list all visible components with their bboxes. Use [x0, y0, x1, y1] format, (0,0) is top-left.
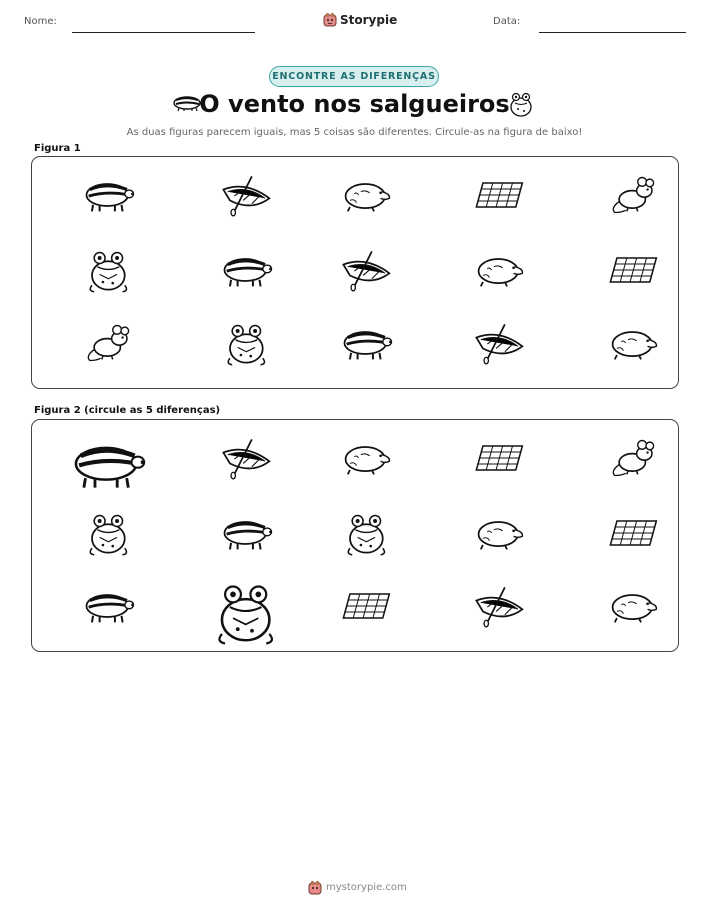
date-field[interactable] — [539, 32, 686, 33]
figure-1-label: Figura 1 — [34, 143, 81, 154]
mouse-icon — [606, 171, 661, 219]
footer-url: mystorypie.com — [326, 882, 407, 893]
rowboat-icon — [339, 246, 394, 294]
mole-icon — [606, 319, 661, 367]
toad-icon[interactable] — [81, 509, 136, 557]
badger-icon[interactable] — [68, 429, 147, 499]
rowboat-icon[interactable] — [219, 434, 274, 482]
mouse-icon[interactable] — [606, 434, 661, 482]
storypie-logo-icon — [308, 880, 322, 895]
picnic-blanket-icon[interactable] — [472, 434, 527, 482]
badger-icon[interactable] — [81, 582, 136, 630]
toad-icon[interactable] — [339, 509, 394, 557]
storypie-logo-icon — [323, 12, 337, 27]
badger-icon — [339, 319, 394, 367]
toad-icon[interactable] — [206, 577, 285, 647]
badger-icon — [81, 171, 136, 219]
brand-name: Storypie — [340, 12, 398, 27]
rowboat-icon — [472, 319, 527, 367]
name-label: Nome: — [24, 16, 57, 27]
mole-icon[interactable] — [606, 582, 661, 630]
rowboat-icon — [219, 171, 274, 219]
date-label: Data: — [493, 16, 521, 27]
find-differences-badge: ENCONTRE AS DIFERENÇAS — [269, 66, 439, 87]
badger-icon — [219, 246, 274, 294]
toad-icon — [81, 246, 136, 294]
picnic-blanket-icon — [472, 171, 527, 219]
figure-2-label: Figura 2 (circule as 5 diferenças) — [34, 405, 221, 416]
instructions-text: As duas figuras parecem iguais, mas 5 coisas são diferentes. Circule-as na figura de baixo! — [126, 127, 583, 138]
rowboat-icon[interactable] — [472, 582, 527, 630]
page-title: O vento nos salgueiros — [199, 90, 510, 118]
mouse-icon — [81, 319, 136, 367]
brand-logo — [323, 12, 397, 27]
picnic-blanket-icon[interactable] — [339, 582, 394, 630]
mole-icon[interactable] — [339, 434, 394, 482]
badger-icon[interactable] — [219, 509, 274, 557]
figure-1-panel — [31, 156, 679, 389]
toad-icon — [219, 319, 274, 367]
toad-icon — [507, 90, 535, 118]
mole-icon — [339, 171, 394, 219]
figure-2-panel[interactable] — [31, 419, 679, 652]
footer — [308, 880, 407, 895]
picnic-blanket-icon — [606, 246, 661, 294]
name-field[interactable] — [72, 32, 255, 33]
mole-icon — [472, 246, 527, 294]
picnic-blanket-icon[interactable] — [606, 509, 661, 557]
mole-icon[interactable] — [472, 509, 527, 557]
